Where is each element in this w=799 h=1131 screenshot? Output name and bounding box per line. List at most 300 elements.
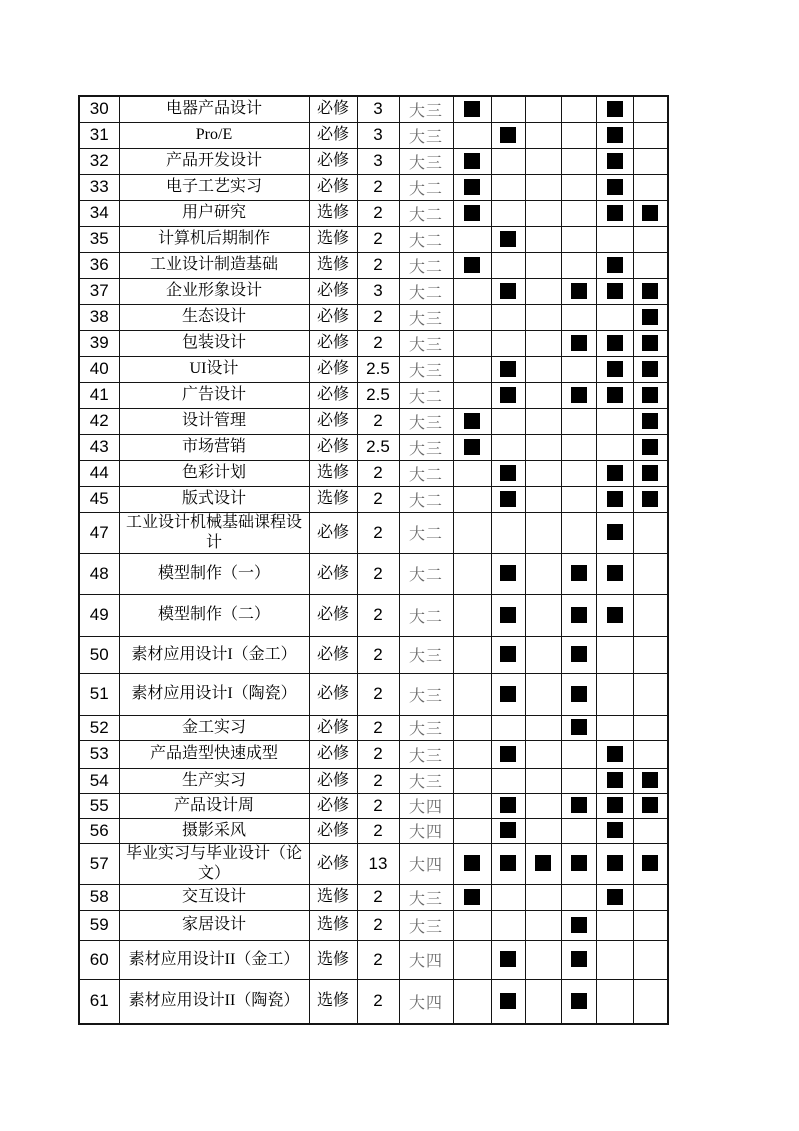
cell-mark-2 [491, 252, 525, 278]
cell-mark-4 [561, 512, 596, 553]
cell-mark-5 [596, 553, 633, 594]
cell-mark-4 [561, 594, 596, 636]
cell-mark-3 [525, 330, 561, 356]
mark-filled-icon [500, 361, 516, 377]
cell-grade-year: 大三 [399, 408, 453, 434]
cell-mark-2 [491, 460, 525, 486]
cell-grade-year: 大三 [399, 715, 453, 740]
cell-mark-4 [561, 673, 596, 715]
cell-grade-year: 大二 [399, 226, 453, 252]
mark-filled-icon [500, 855, 516, 871]
cell-mark-6 [633, 910, 668, 940]
cell-mark-6 [633, 460, 668, 486]
mark-filled-icon [500, 565, 516, 581]
cell-mark-2 [491, 96, 525, 122]
table-row [79, 793, 668, 818]
cell-mark-1 [453, 793, 491, 818]
table-row [79, 940, 668, 979]
cell-course-type: 必修 [309, 382, 357, 408]
cell-mark-3 [525, 594, 561, 636]
cell-mark-2 [491, 636, 525, 673]
cell-mark-5 [596, 636, 633, 673]
cell-mark-3 [525, 434, 561, 460]
mark-filled-icon [607, 205, 623, 221]
table-row [79, 96, 668, 122]
cell-credit: 2 [357, 910, 399, 940]
cell-credit: 2 [357, 330, 399, 356]
cell-mark-6 [633, 278, 668, 304]
cell-course-type: 选修 [309, 252, 357, 278]
mark-filled-icon [571, 646, 587, 662]
cell-mark-4 [561, 382, 596, 408]
cell-credit: 3 [357, 278, 399, 304]
table-row [79, 553, 668, 594]
cell-course-number: 50 [79, 636, 119, 673]
mark-filled-icon [607, 889, 623, 905]
cell-course-name: 版式设计 [119, 486, 309, 512]
cell-mark-3 [525, 408, 561, 434]
cell-credit: 2 [357, 979, 399, 1024]
cell-course-number: 44 [79, 460, 119, 486]
cell-mark-2 [491, 843, 525, 884]
cell-course-name: 家居设计 [119, 910, 309, 940]
cell-mark-6 [633, 122, 668, 148]
cell-mark-6 [633, 884, 668, 910]
mark-filled-icon [500, 646, 516, 662]
cell-mark-6 [633, 148, 668, 174]
cell-course-number: 39 [79, 330, 119, 356]
cell-mark-4 [561, 174, 596, 200]
cell-course-name: 模型制作（一） [119, 553, 309, 594]
cell-mark-2 [491, 979, 525, 1024]
cell-mark-1 [453, 940, 491, 979]
cell-course-name: 模型制作（二） [119, 594, 309, 636]
cell-mark-6 [633, 979, 668, 1024]
cell-mark-2 [491, 330, 525, 356]
cell-course-name: 用户研究 [119, 200, 309, 226]
cell-course-type: 必修 [309, 174, 357, 200]
mark-filled-icon [464, 889, 480, 905]
mark-filled-icon [607, 465, 623, 481]
cell-mark-5 [596, 768, 633, 793]
cell-grade-year: 大三 [399, 304, 453, 330]
cell-mark-2 [491, 122, 525, 148]
cell-mark-6 [633, 96, 668, 122]
mark-filled-icon [607, 179, 623, 195]
cell-mark-6 [633, 818, 668, 843]
table-row [79, 979, 668, 1024]
cell-course-type: 必修 [309, 330, 357, 356]
table-row [79, 356, 668, 382]
cell-mark-2 [491, 174, 525, 200]
cell-mark-3 [525, 553, 561, 594]
cell-mark-4 [561, 408, 596, 434]
mark-filled-icon [464, 855, 480, 871]
cell-grade-year: 大三 [399, 356, 453, 382]
cell-mark-5 [596, 884, 633, 910]
cell-mark-1 [453, 715, 491, 740]
cell-mark-4 [561, 434, 596, 460]
mark-filled-icon [642, 465, 658, 481]
cell-credit: 2 [357, 594, 399, 636]
cell-course-number: 55 [79, 793, 119, 818]
cell-course-name: 素材应用设计I（陶瓷） [119, 673, 309, 715]
cell-course-number: 45 [79, 486, 119, 512]
cell-course-number: 53 [79, 740, 119, 768]
mark-filled-icon [571, 335, 587, 351]
cell-mark-4 [561, 910, 596, 940]
cell-mark-1 [453, 910, 491, 940]
cell-mark-3 [525, 252, 561, 278]
cell-course-number: 61 [79, 979, 119, 1024]
cell-course-name: 企业形象设计 [119, 278, 309, 304]
table-row [79, 382, 668, 408]
cell-mark-4 [561, 553, 596, 594]
cell-grade-year: 大二 [399, 512, 453, 553]
mark-filled-icon [607, 283, 623, 299]
cell-mark-4 [561, 226, 596, 252]
cell-grade-year: 大四 [399, 818, 453, 843]
cell-grade-year: 大二 [399, 594, 453, 636]
cell-mark-3 [525, 460, 561, 486]
mark-filled-icon [642, 283, 658, 299]
mark-filled-icon [642, 855, 658, 871]
cell-mark-4 [561, 148, 596, 174]
cell-course-name: 毕业实习与毕业设计（论文） [119, 843, 309, 884]
cell-mark-3 [525, 304, 561, 330]
cell-mark-5 [596, 252, 633, 278]
cell-mark-6 [633, 793, 668, 818]
mark-filled-icon [607, 772, 623, 788]
cell-grade-year: 大二 [399, 252, 453, 278]
mark-filled-icon [571, 797, 587, 813]
table-row [79, 884, 668, 910]
cell-grade-year: 大四 [399, 843, 453, 884]
mark-filled-icon [500, 822, 516, 838]
cell-grade-year: 大三 [399, 910, 453, 940]
cell-mark-6 [633, 740, 668, 768]
cell-mark-1 [453, 594, 491, 636]
cell-mark-5 [596, 122, 633, 148]
cell-mark-2 [491, 594, 525, 636]
cell-course-type: 必修 [309, 122, 357, 148]
cell-mark-4 [561, 460, 596, 486]
cell-credit: 2 [357, 226, 399, 252]
cell-mark-2 [491, 818, 525, 843]
cell-mark-3 [525, 512, 561, 553]
mark-filled-icon [500, 231, 516, 247]
table-row [79, 304, 668, 330]
mark-filled-icon [607, 361, 623, 377]
mark-filled-icon [571, 387, 587, 403]
cell-course-type: 选修 [309, 910, 357, 940]
cell-mark-4 [561, 278, 596, 304]
cell-mark-1 [453, 460, 491, 486]
cell-mark-4 [561, 636, 596, 673]
mark-filled-icon [607, 335, 623, 351]
cell-mark-1 [453, 356, 491, 382]
cell-course-name: 生态设计 [119, 304, 309, 330]
cell-mark-2 [491, 226, 525, 252]
cell-mark-1 [453, 740, 491, 768]
cell-mark-3 [525, 148, 561, 174]
cell-course-number: 57 [79, 843, 119, 884]
cell-grade-year: 大二 [399, 382, 453, 408]
cell-credit: 2 [357, 486, 399, 512]
mark-filled-icon [464, 179, 480, 195]
cell-mark-6 [633, 594, 668, 636]
cell-mark-2 [491, 148, 525, 174]
cell-course-type: 必修 [309, 768, 357, 793]
cell-mark-5 [596, 715, 633, 740]
mark-filled-icon [571, 917, 587, 933]
cell-course-name: 工业设计制造基础 [119, 252, 309, 278]
cell-mark-1 [453, 148, 491, 174]
cell-grade-year: 大二 [399, 278, 453, 304]
cell-credit: 13 [357, 843, 399, 884]
cell-course-number: 40 [79, 356, 119, 382]
cell-mark-3 [525, 382, 561, 408]
cell-mark-3 [525, 740, 561, 768]
cell-mark-6 [633, 715, 668, 740]
cell-mark-2 [491, 200, 525, 226]
cell-course-type: 选修 [309, 884, 357, 910]
cell-mark-5 [596, 818, 633, 843]
table-row [79, 512, 668, 553]
cell-credit: 2 [357, 768, 399, 793]
cell-credit: 2 [357, 884, 399, 910]
mark-filled-icon [571, 607, 587, 623]
cell-credit: 2.5 [357, 434, 399, 460]
cell-grade-year: 大二 [399, 486, 453, 512]
table-row [79, 594, 668, 636]
cell-mark-1 [453, 818, 491, 843]
cell-mark-2 [491, 673, 525, 715]
cell-credit: 2 [357, 200, 399, 226]
cell-mark-4 [561, 884, 596, 910]
cell-mark-1 [453, 252, 491, 278]
cell-grade-year: 大三 [399, 122, 453, 148]
cell-credit: 3 [357, 122, 399, 148]
cell-mark-5 [596, 979, 633, 1024]
cell-mark-3 [525, 884, 561, 910]
course-schedule-table [78, 95, 669, 1025]
cell-mark-3 [525, 356, 561, 382]
cell-mark-2 [491, 278, 525, 304]
mark-filled-icon [500, 686, 516, 702]
cell-course-name: Pro/E [119, 122, 309, 148]
cell-course-type: 必修 [309, 304, 357, 330]
cell-mark-5 [596, 460, 633, 486]
table-row [79, 818, 668, 843]
cell-mark-2 [491, 715, 525, 740]
cell-mark-5 [596, 673, 633, 715]
cell-course-number: 56 [79, 818, 119, 843]
cell-mark-1 [453, 226, 491, 252]
mark-filled-icon [500, 951, 516, 967]
mark-filled-icon [607, 127, 623, 143]
cell-mark-3 [525, 979, 561, 1024]
cell-grade-year: 大二 [399, 174, 453, 200]
mark-filled-icon [607, 565, 623, 581]
mark-filled-icon [500, 746, 516, 762]
cell-course-type: 必修 [309, 512, 357, 553]
cell-course-type: 选修 [309, 226, 357, 252]
cell-course-number: 41 [79, 382, 119, 408]
cell-mark-3 [525, 96, 561, 122]
mark-filled-icon [500, 465, 516, 481]
mark-filled-icon [607, 607, 623, 623]
mark-filled-icon [571, 686, 587, 702]
cell-grade-year: 大三 [399, 434, 453, 460]
cell-mark-6 [633, 356, 668, 382]
cell-mark-3 [525, 843, 561, 884]
cell-course-type: 选修 [309, 940, 357, 979]
cell-course-name: 色彩计划 [119, 460, 309, 486]
cell-mark-1 [453, 512, 491, 553]
cell-course-type: 必修 [309, 793, 357, 818]
table-row [79, 910, 668, 940]
cell-course-number: 33 [79, 174, 119, 200]
cell-grade-year: 大二 [399, 553, 453, 594]
mark-filled-icon [607, 153, 623, 169]
cell-course-name: 设计管理 [119, 408, 309, 434]
cell-course-name: UI设计 [119, 356, 309, 382]
mark-filled-icon [464, 439, 480, 455]
cell-mark-4 [561, 356, 596, 382]
cell-mark-6 [633, 304, 668, 330]
cell-mark-3 [525, 715, 561, 740]
cell-mark-2 [491, 768, 525, 793]
cell-mark-3 [525, 174, 561, 200]
cell-mark-5 [596, 843, 633, 884]
mark-filled-icon [607, 491, 623, 507]
mark-filled-icon [500, 797, 516, 813]
cell-mark-6 [633, 382, 668, 408]
cell-mark-2 [491, 486, 525, 512]
cell-mark-2 [491, 940, 525, 979]
cell-credit: 2 [357, 174, 399, 200]
cell-course-number: 59 [79, 910, 119, 940]
cell-credit: 2 [357, 553, 399, 594]
cell-credit: 2 [357, 304, 399, 330]
mark-filled-icon [607, 524, 623, 540]
mark-filled-icon [535, 855, 551, 871]
cell-course-number: 37 [79, 278, 119, 304]
table-row [79, 740, 668, 768]
cell-mark-2 [491, 356, 525, 382]
cell-mark-5 [596, 356, 633, 382]
cell-mark-2 [491, 512, 525, 553]
cell-course-type: 必修 [309, 434, 357, 460]
cell-mark-5 [596, 486, 633, 512]
cell-mark-3 [525, 486, 561, 512]
cell-course-number: 43 [79, 434, 119, 460]
table-row [79, 673, 668, 715]
cell-course-name: 素材应用设计II（陶瓷） [119, 979, 309, 1024]
mark-filled-icon [642, 439, 658, 455]
mark-filled-icon [571, 951, 587, 967]
mark-filled-icon [500, 993, 516, 1009]
cell-course-number: 35 [79, 226, 119, 252]
cell-credit: 2 [357, 793, 399, 818]
table-row [79, 226, 668, 252]
table-row [79, 174, 668, 200]
cell-mark-2 [491, 382, 525, 408]
table-row [79, 434, 668, 460]
mark-filled-icon [642, 335, 658, 351]
mark-filled-icon [500, 491, 516, 507]
cell-mark-3 [525, 818, 561, 843]
cell-course-name: 包装设计 [119, 330, 309, 356]
cell-grade-year: 大三 [399, 740, 453, 768]
mark-filled-icon [642, 205, 658, 221]
cell-course-name: 素材应用设计II（金工） [119, 940, 309, 979]
mark-filled-icon [607, 101, 623, 117]
cell-grade-year: 大三 [399, 96, 453, 122]
cell-mark-1 [453, 843, 491, 884]
cell-course-number: 51 [79, 673, 119, 715]
cell-course-name: 金工实习 [119, 715, 309, 740]
cell-grade-year: 大三 [399, 673, 453, 715]
cell-course-type: 必修 [309, 636, 357, 673]
cell-course-type: 必修 [309, 96, 357, 122]
cell-course-name: 产品开发设计 [119, 148, 309, 174]
cell-mark-6 [633, 636, 668, 673]
cell-mark-5 [596, 96, 633, 122]
mark-filled-icon [607, 746, 623, 762]
cell-mark-4 [561, 768, 596, 793]
cell-course-number: 32 [79, 148, 119, 174]
cell-credit: 3 [357, 96, 399, 122]
cell-course-name: 市场营销 [119, 434, 309, 460]
cell-mark-6 [633, 486, 668, 512]
cell-credit: 2 [357, 408, 399, 434]
cell-mark-3 [525, 793, 561, 818]
cell-course-number: 42 [79, 408, 119, 434]
mark-filled-icon [500, 127, 516, 143]
cell-mark-6 [633, 174, 668, 200]
mark-filled-icon [607, 387, 623, 403]
cell-course-number: 38 [79, 304, 119, 330]
mark-filled-icon [607, 257, 623, 273]
cell-grade-year: 大二 [399, 200, 453, 226]
cell-course-type: 必修 [309, 673, 357, 715]
cell-course-type: 必修 [309, 408, 357, 434]
cell-mark-4 [561, 330, 596, 356]
cell-mark-6 [633, 512, 668, 553]
cell-mark-4 [561, 843, 596, 884]
cell-course-type: 选修 [309, 486, 357, 512]
mark-filled-icon [642, 772, 658, 788]
cell-grade-year: 大三 [399, 884, 453, 910]
table-row [79, 768, 668, 793]
cell-credit: 2 [357, 252, 399, 278]
cell-course-number: 52 [79, 715, 119, 740]
cell-mark-1 [453, 434, 491, 460]
cell-course-name: 产品造型快速成型 [119, 740, 309, 768]
mark-filled-icon [607, 797, 623, 813]
cell-course-name: 素材应用设计I（金工） [119, 636, 309, 673]
cell-mark-6 [633, 330, 668, 356]
cell-mark-2 [491, 434, 525, 460]
cell-mark-1 [453, 884, 491, 910]
cell-credit: 2 [357, 673, 399, 715]
cell-mark-1 [453, 636, 491, 673]
cell-course-type: 必修 [309, 594, 357, 636]
cell-mark-2 [491, 910, 525, 940]
cell-mark-5 [596, 382, 633, 408]
